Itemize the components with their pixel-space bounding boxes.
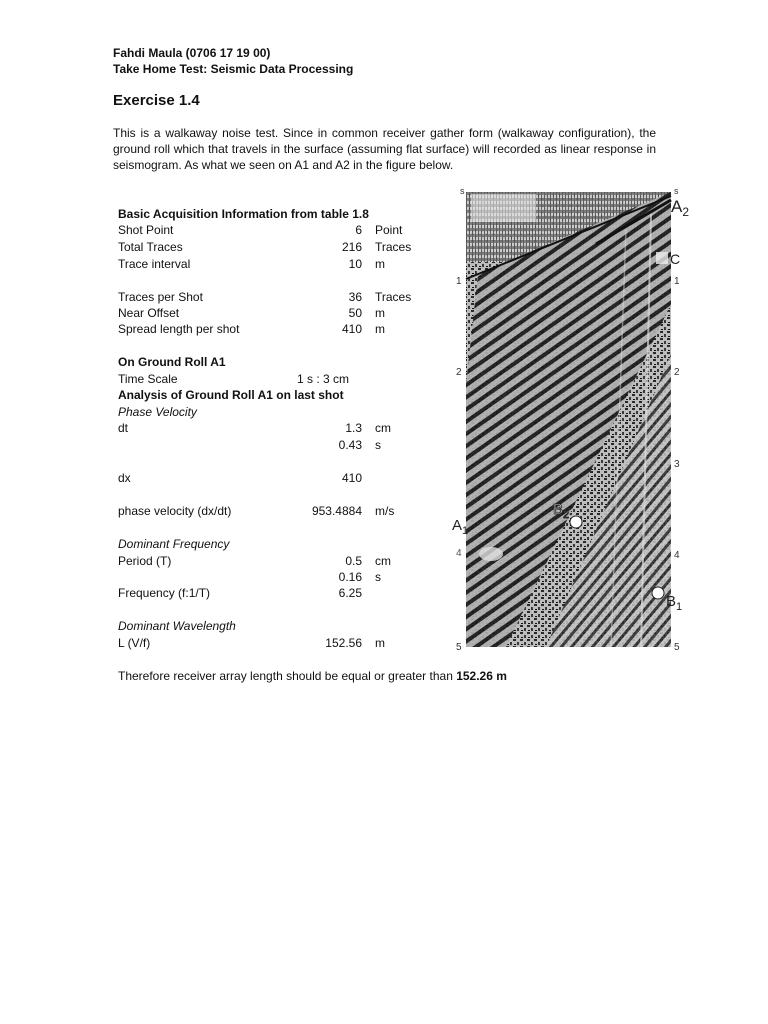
left-tick: 2: [456, 367, 462, 378]
row-value: 410: [341, 322, 362, 336]
label-b1: $B_1$: [666, 593, 683, 613]
row-value: 36: [348, 290, 362, 304]
phase-velocity-label: phase velocity (dx/dt): [118, 504, 232, 518]
top-left-s: s: [460, 186, 465, 196]
dx-label: dx: [118, 471, 131, 485]
dx-value: 410: [341, 471, 362, 485]
dt-cm-value: 1.3: [345, 421, 362, 435]
right-tick: 2: [674, 367, 680, 378]
wavelength-unit: m: [375, 636, 385, 650]
time-scale-row: [118, 371, 438, 387]
table-row: [118, 239, 438, 255]
row-value: 10: [348, 257, 362, 271]
row-unit: Traces: [375, 290, 412, 304]
seismogram-figure: [436, 184, 688, 656]
left-tick: 4: [456, 548, 462, 559]
dx-row: [118, 470, 438, 486]
dt-s-unit: s: [375, 438, 381, 452]
period-cm-unit: cm: [375, 554, 391, 568]
label-a1: $A_1$: [452, 517, 469, 537]
frequency-row: [118, 585, 438, 601]
table-row: [118, 222, 438, 238]
dom-freq-title: Dominant Frequency: [118, 537, 230, 551]
wavelength-row: [118, 635, 438, 651]
right-tick: 3: [674, 459, 680, 470]
label-c: C: [670, 251, 681, 267]
intro-paragraph: This is a walkaway noise test. Since in common receiver gather form (walkaway configuration), the ground roll which that travels in the surface (assuming flat surface) will recorded as linear response in seismogram. As what we seen on A1 and A2 in the figure below.: [113, 126, 656, 172]
row-label: Total Traces: [118, 240, 183, 254]
left-tick: 5: [456, 642, 462, 653]
conclusion-value: 152.26 m: [456, 669, 507, 683]
dom-freq-title-row: [118, 536, 438, 552]
phase-velocity-row: [118, 503, 438, 519]
wavelength-value: 152.56: [325, 636, 362, 650]
conclusion: [118, 668, 507, 684]
frequency-value: 6.25: [338, 586, 362, 600]
dt-s-row: [118, 437, 438, 453]
acq-title-row: [118, 206, 438, 222]
phase-velocity-value: 953.4884: [311, 504, 362, 518]
analysis-title: Analysis of Ground Roll A1 on last shot: [118, 388, 344, 402]
row-label: Traces per Shot: [118, 290, 203, 304]
left-tick: 1: [456, 276, 462, 287]
phase-velocity-unit: m/s: [375, 504, 395, 518]
row-unit: m: [375, 322, 385, 336]
period-s-row: [118, 569, 438, 585]
b1-arrow-icon: [652, 587, 664, 599]
wavelength-label: L (V/f): [118, 636, 151, 650]
row-unit: Traces: [375, 240, 412, 254]
course-line: Take Home Test: Seismic Data Processing: [113, 62, 354, 76]
row-value: 50: [348, 306, 362, 320]
phase-velocity-title: Phase Velocity: [118, 405, 197, 419]
right-tick: 4: [674, 550, 680, 561]
dt-row: [118, 420, 438, 436]
dom-wl-title-row: [118, 618, 438, 634]
table-row: [118, 256, 438, 272]
conclusion-text: Therefore receiver array length should be equal or greater than: [118, 669, 457, 683]
row-unit: m: [375, 306, 385, 320]
frequency-label: Frequency (f:1/T): [118, 586, 211, 600]
dt-label: dt: [118, 421, 129, 435]
row-unit: Point: [375, 223, 403, 237]
row-label: Near Offset: [118, 306, 180, 320]
phase-velocity-title-row: [118, 404, 438, 420]
row-unit: m: [375, 257, 385, 271]
acq-title: Basic Acquisition Information from table 1.8: [118, 207, 369, 221]
table-row: [118, 289, 438, 305]
label-a2: $A_2$: [671, 197, 690, 219]
right-tick: 5: [674, 642, 680, 653]
table-row: [118, 321, 438, 337]
row-label: Spread length per shot: [118, 322, 240, 336]
row-value: 216: [341, 240, 362, 254]
period-cm-value: 0.5: [345, 554, 362, 568]
period-s-value: 0.16: [338, 570, 362, 584]
label-b2: $B_2$: [553, 501, 570, 521]
right-tick: 1: [674, 276, 680, 287]
time-scale-value: 1 s : 3 cm: [297, 372, 350, 386]
top-right-s: s: [674, 186, 679, 196]
row-label: Trace interval: [118, 257, 191, 271]
row-value: 6: [355, 223, 362, 237]
ground-roll-title: On Ground Roll A1: [118, 355, 226, 369]
table-row: [118, 305, 438, 321]
author-line: Fahdi Maula (0706 17 19 00): [113, 46, 271, 60]
dom-wl-title: Dominant Wavelength: [118, 619, 236, 633]
period-s-unit: s: [375, 570, 381, 584]
b2-arrow-icon: [570, 516, 582, 528]
exercise-title: Exercise 1.4: [113, 92, 200, 109]
dt-s-value: 0.43: [338, 438, 362, 452]
period-row: [118, 553, 438, 569]
analysis-title-row: [118, 387, 438, 403]
period-label: Period (T): [118, 554, 172, 568]
time-scale-label: Time Scale: [118, 372, 178, 386]
row-label: Shot Point: [118, 223, 174, 237]
dt-cm-unit: cm: [375, 421, 391, 435]
ground-roll-title-row: [118, 354, 438, 370]
